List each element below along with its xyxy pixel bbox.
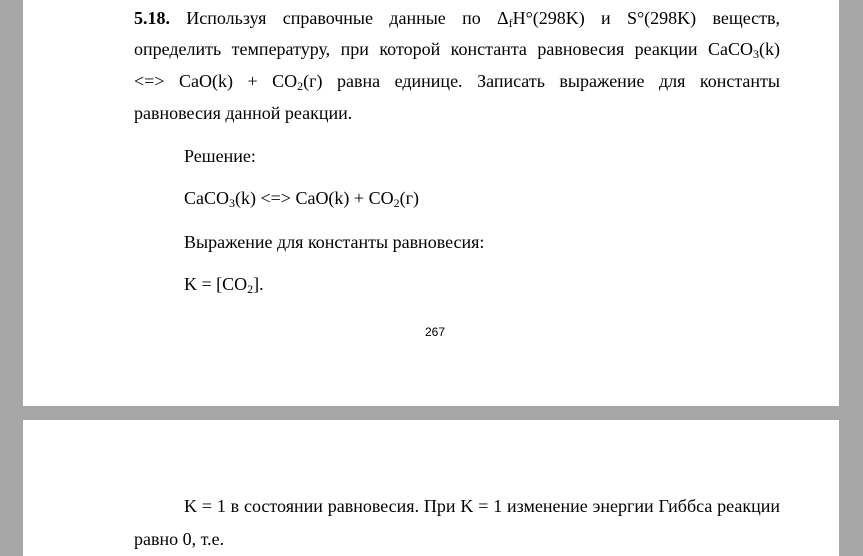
document-page-267 [23, 0, 839, 406]
problem-line-1: 5.18. Используя справочные данные по $\Delta_fH^\circ(298K)$ и S°(298K) веществ, [134, 8, 780, 30]
problem-line-3: <=> $CaO(k) + CO_2(г)$ равна единице. Записать выражение для константы [134, 71, 780, 93]
reaction-equation: CaCO$_3$(k) <=> $CaO(k) + CO_2(г)$ [184, 188, 419, 210]
equilibrium-constant-expression: $K = [CO_2]$. [184, 274, 264, 296]
problem-number: 5.18. [134, 8, 170, 28]
page2-line-1: K = 1 в состоянии равновесия. При K = 1 изменение энергии Гиббса реакции [184, 496, 780, 516]
page-number: 267 [424, 325, 446, 339]
problem-line-2: определить температуру, при которой константа равновесия реакции CaCO$_3$(k) [134, 39, 780, 61]
document-page-268 [23, 420, 839, 556]
problem-line-4: равновесия данной реакции. [134, 103, 353, 123]
page2-line-2: равно 0, т.е. [134, 529, 225, 549]
expression-label: Выражение для константы равновесия: [184, 232, 485, 252]
solution-label: Решение: [184, 146, 256, 166]
